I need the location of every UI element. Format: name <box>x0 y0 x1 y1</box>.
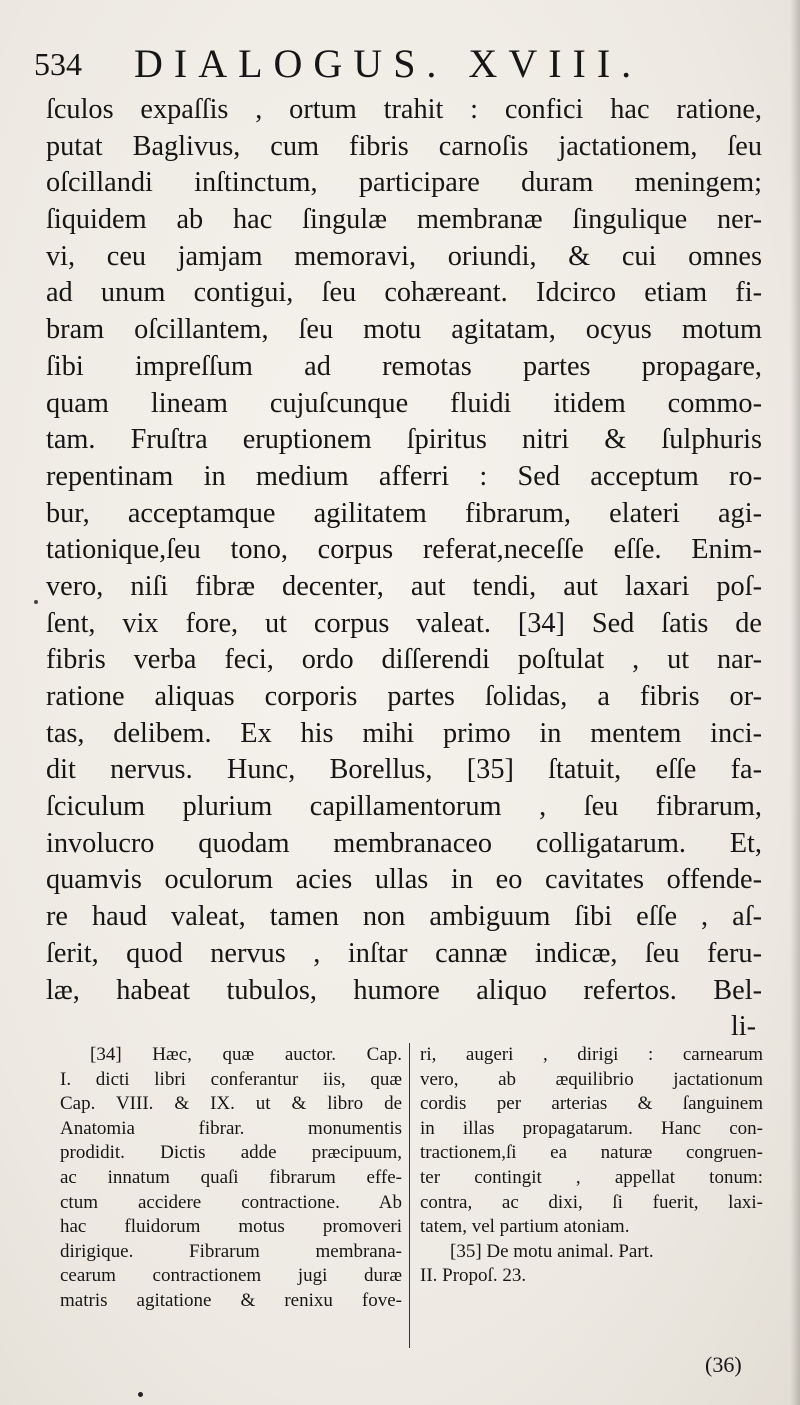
text-line: dit nervus. Hunc, Borellus, [35] ſtatuit, eſſe fa- <box>46 754 762 786</box>
footnote-line: II. Propoſ. 23. <box>420 1265 527 1287</box>
footnote-left-column <box>60 1043 402 1314</box>
main-text <box>46 92 762 1046</box>
footnote-line: in illas propagatarum. Hanc con- <box>420 1117 763 1139</box>
footnote-line: cearum contractionem jugi duræ <box>60 1265 402 1287</box>
text-line: bur, acceptamque agilitatem fibrarum, elateri agi- <box>46 497 762 529</box>
text-line: læ, habeat tubulos, humore aliquo refertos. Bel- <box>46 974 762 1006</box>
footnote-line: Cap. VIII. & IX. ut & libro de <box>60 1093 402 1115</box>
text-line: ſiquidem ab hac ſingulæ membranæ ſingulique ner- <box>46 204 762 236</box>
text-line: vero, niſi fibræ decenter, aut tendi, aut laxari poſ- <box>46 570 762 602</box>
text-line: ſent, vix fore, ut corpus valeat. [34] Sed ſatis de <box>46 607 762 639</box>
footnote-column-divider <box>409 1043 410 1348</box>
footnote-line: ri, augeri , dirigi : carnearum <box>420 1044 763 1065</box>
text-line: ſerit, quod nervus , inſtar cannæ indicæ, ſeu feru- <box>46 937 762 969</box>
text-line: fibris verba feci, ordo diſſerendi poſtulat , ut nar- <box>46 644 762 676</box>
footnote-right-column <box>420 1043 763 1289</box>
text-line: quamvis oculorum acies ullas in eo cavitates offende- <box>46 864 762 896</box>
text-line: quam lineam cujuſcunque fluidi itidem commo- <box>46 387 762 419</box>
text-line: involucro quodam membranaceo colligatarum. Et, <box>46 827 762 859</box>
text-line: tationique,ſeu tono, corpus referat,neceſſe eſſe. Enim- <box>46 534 762 566</box>
footnote-line: prodidit. Dictis adde præcipuum, <box>60 1142 402 1164</box>
page-number: 534 <box>34 46 82 82</box>
footnote-line: Anatomia fibrar. monumentis <box>60 1117 402 1139</box>
text-line: tam. Fruſtra eruptionem ſpiritus nitri & ſulphuris <box>46 424 762 456</box>
footnote-line: ac innatum quaſi fibrarum effe- <box>60 1166 402 1188</box>
footnote-line: hac fluidorum motus promoveri <box>60 1216 402 1238</box>
footnote-line: contra, ac dixi, ſi fuerit, laxi- <box>420 1191 763 1213</box>
text-line: vi, ceu jamjam memoravi, oriundi, & cui omnes <box>46 240 762 272</box>
text-line: re haud valeat, tamen non ambiguum ſibi eſſe , aſ- <box>46 901 762 933</box>
text-line: repentinam in medium afferri : Sed acceptum ro- <box>46 460 762 492</box>
footnote-line: tatem, vel partium atoniam. <box>420 1216 630 1238</box>
page-header <box>34 40 754 88</box>
ink-speck <box>138 1392 143 1397</box>
footnote-line: [35] De motu animal. Part. <box>450 1240 654 1262</box>
page-gutter-shadow <box>790 0 800 1405</box>
text-line: tas, delibem. Ex his mihi primo in mentem inci- <box>46 717 762 749</box>
footnote-line: matris agitatione & renixu fove- <box>60 1289 402 1311</box>
text-line: ad unum contigui, ſeu cohæreant. Idcirco etiam fi- <box>46 277 762 309</box>
text-line: ſibi impreſſum ad remotas partes propagare, <box>46 350 762 382</box>
text-line: ratione aliquas corporis partes ſolidas, a fibris or- <box>46 681 762 712</box>
footnote-line: ter contingit , appellat tonum: <box>420 1166 763 1188</box>
footnote-line: dirigique. Fibrarum membrana- <box>60 1240 402 1262</box>
footnote-line: vero, ab æquilibrio jactationum <box>420 1068 763 1090</box>
text-line: ſculos expaſſis , ortum trahit : confici hac ratione, <box>46 94 762 125</box>
running-title: DIALOGUS. XVIII. <box>134 41 643 86</box>
footnote-line: [34] Hæc, quæ auctor. Cap. <box>90 1044 402 1065</box>
text-line: putat Baglivus, cum fibris carnoſis jactationem, ſeu <box>46 130 762 162</box>
signature-mark: (36) <box>705 1352 742 1377</box>
text-line: bram oſcillantem, ſeu motu agitatam, ocyus motum <box>46 314 762 346</box>
catchword: li- <box>730 1011 756 1043</box>
footnote-line: I. dicti libri conferantur iis, quæ <box>60 1068 402 1090</box>
text-line: oſcillandi inſtinctum, participare duram meningem; <box>46 167 762 199</box>
text-line: ſciculum plurium capillamentorum , ſeu fibrarum, <box>46 791 762 823</box>
footnote-line: ctum accidere contractione. Ab <box>60 1191 402 1213</box>
footnote-line: tractionem,ſi ea naturæ congruen- <box>420 1142 763 1164</box>
margin-speck <box>34 600 38 604</box>
footnote-line: cordis per arterias & ſanguinem <box>420 1093 763 1115</box>
